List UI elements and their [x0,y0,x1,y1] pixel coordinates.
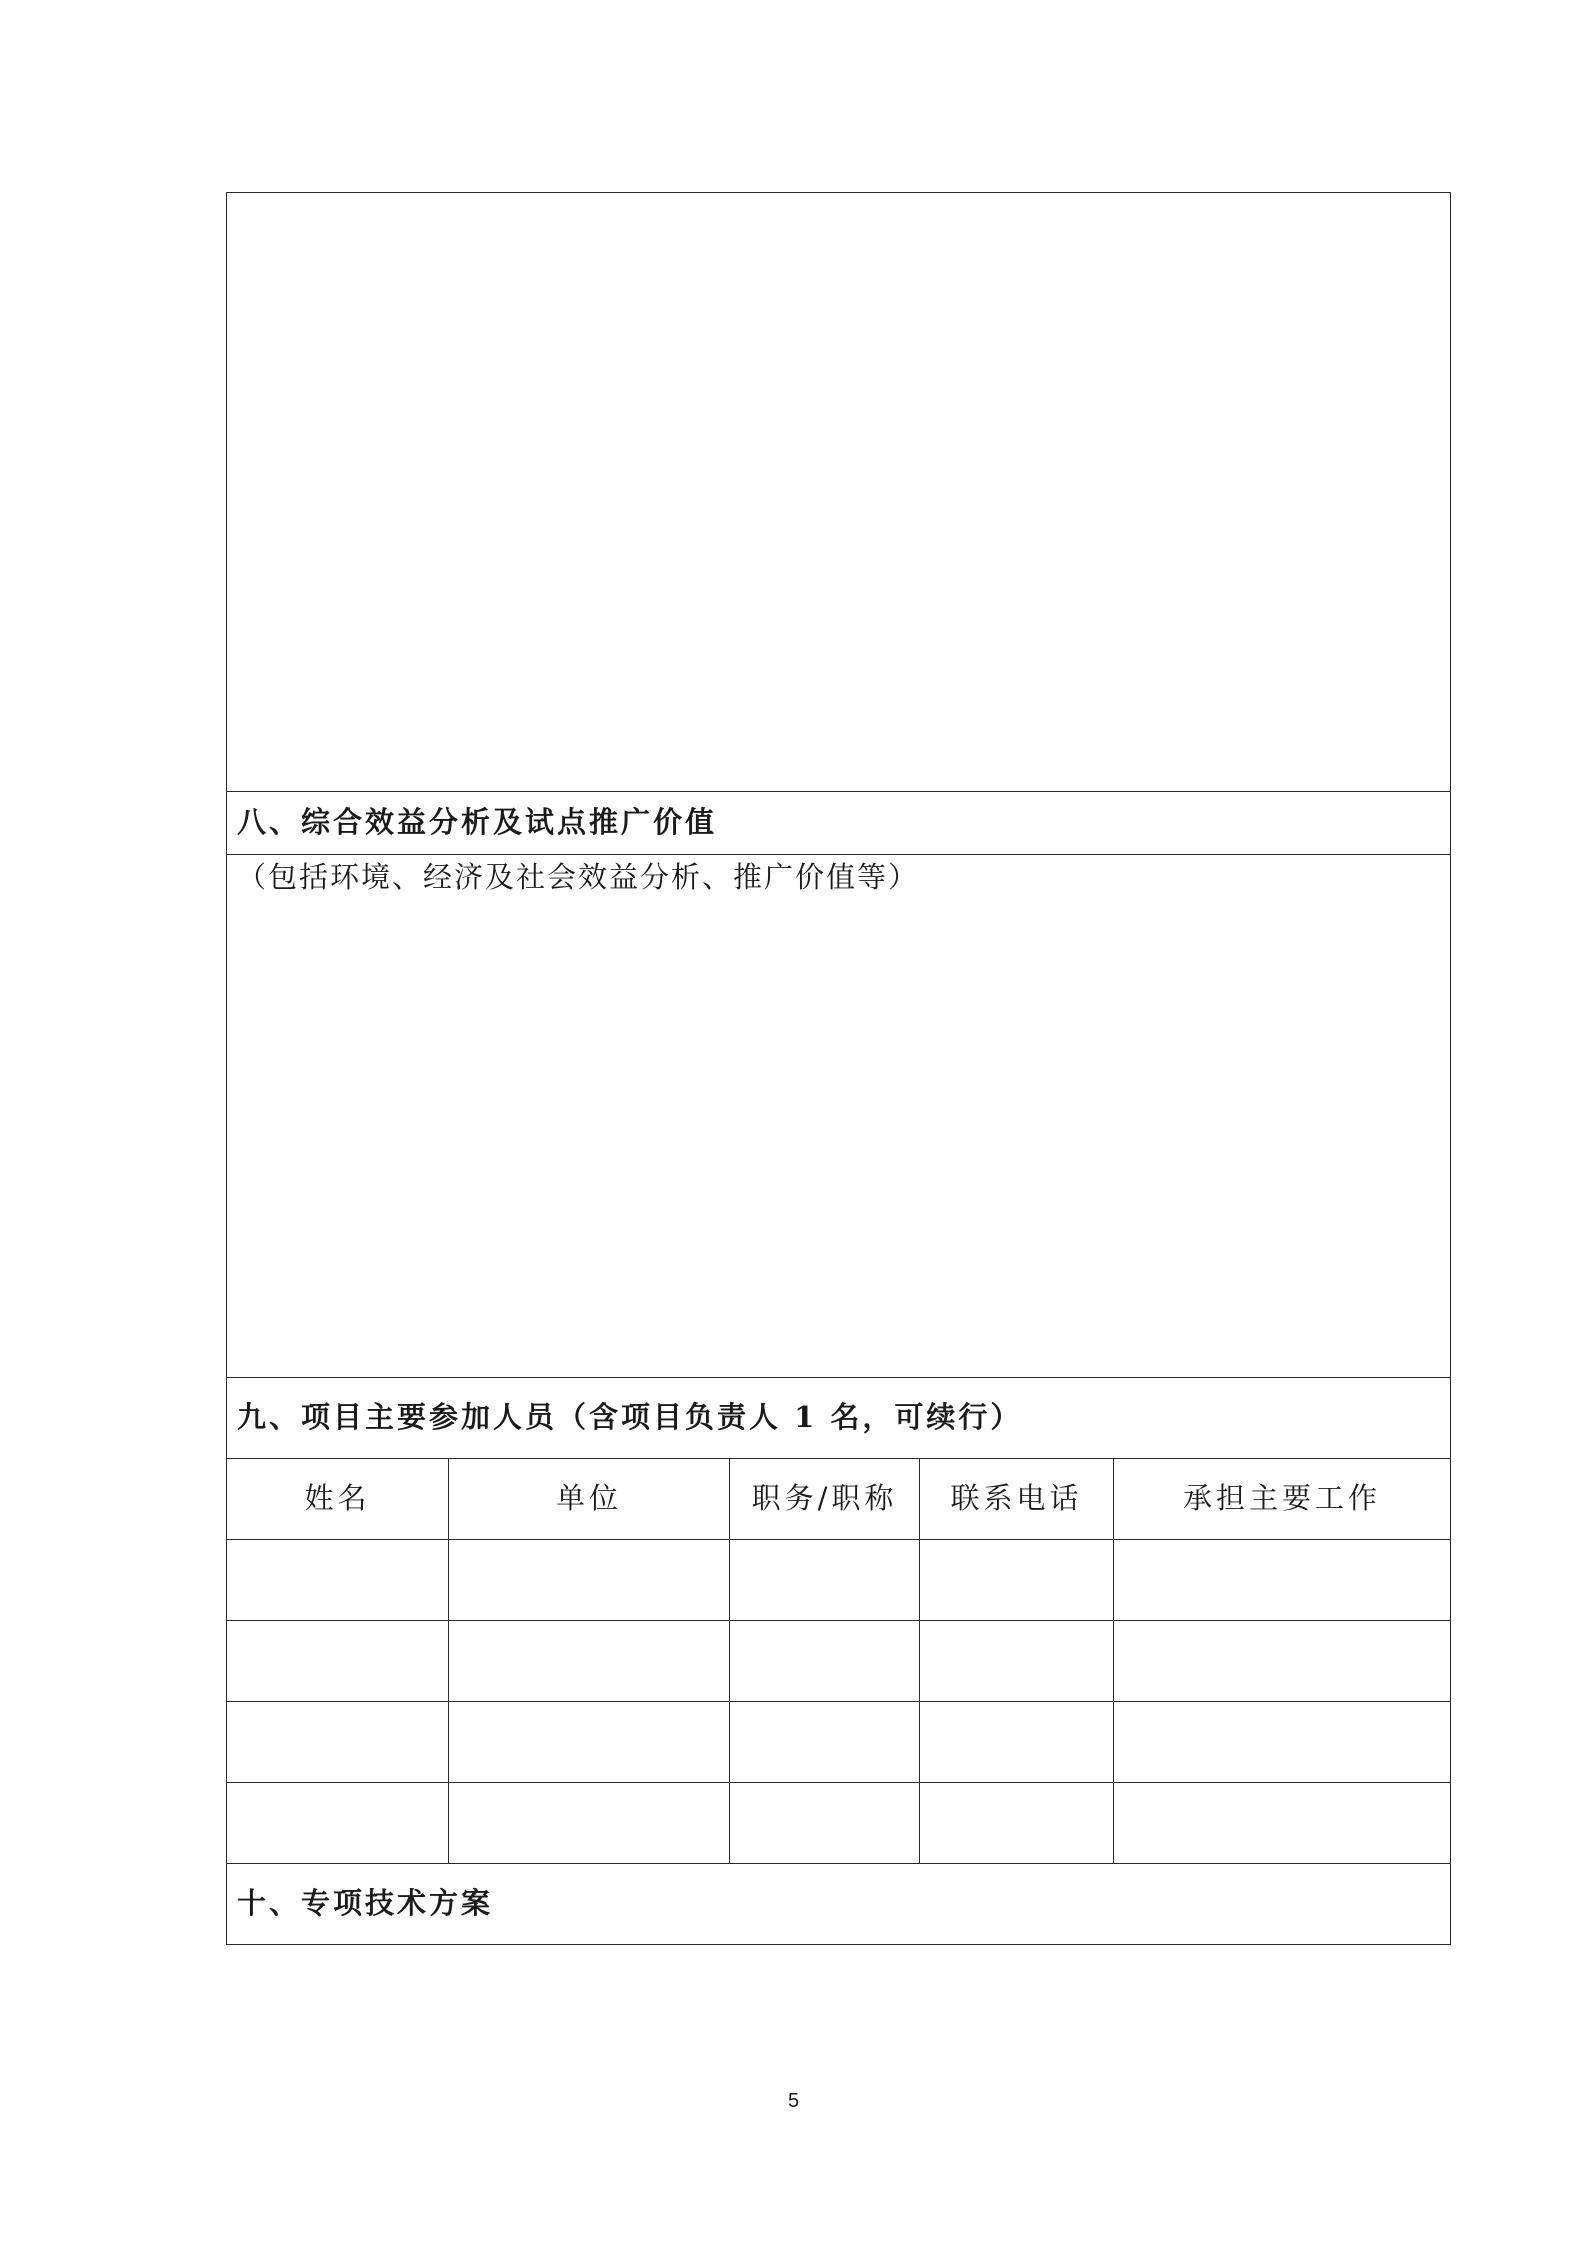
section-eight-title: 八、综合效益分析及试点推广价值 [227,792,1451,855]
personnel-work-cell[interactable] [1114,1702,1451,1783]
section-eight-content-area[interactable] [227,855,1451,1378]
section-eight-header-row [227,792,1451,855]
column-header-name: 姓名 [227,1459,449,1540]
personnel-position-cell[interactable] [730,1621,920,1702]
personnel-row [227,1702,1451,1783]
column-header-unit: 单位 [449,1459,730,1540]
personnel-unit-cell[interactable] [449,1783,730,1864]
previous-section-content-row [227,193,1451,792]
application-form-table [226,192,1451,1945]
personnel-unit-cell[interactable] [449,1540,730,1621]
column-header-main-work: 承担主要工作 [1114,1459,1451,1540]
personnel-row [227,1783,1451,1864]
section-nine-title: 九、项目主要参加人员（含项目负责人 1 名，可续行） [227,1378,1451,1459]
page-number: 5 [787,2090,800,2112]
personnel-phone-cell[interactable] [920,1540,1114,1621]
personnel-row [227,1540,1451,1621]
personnel-position-cell[interactable] [730,1702,920,1783]
personnel-name-cell[interactable] [227,1783,449,1864]
section-nine-header-row [227,1378,1451,1459]
column-header-position: 职务/职称 [730,1459,920,1540]
personnel-phone-cell[interactable] [920,1702,1114,1783]
personnel-column-header-row [227,1459,1451,1540]
personnel-work-cell[interactable] [1114,1540,1451,1621]
personnel-name-cell[interactable] [227,1621,449,1702]
personnel-row [227,1621,1451,1702]
personnel-position-cell[interactable] [730,1540,920,1621]
personnel-name-cell[interactable] [227,1702,449,1783]
personnel-work-cell[interactable] [1114,1783,1451,1864]
previous-section-blank-area[interactable] [227,193,1451,792]
column-header-phone: 联系电话 [920,1459,1114,1540]
personnel-phone-cell[interactable] [920,1621,1114,1702]
personnel-phone-cell[interactable] [920,1783,1114,1864]
section-ten-title: 十、专项技术方案 [227,1864,1451,1945]
personnel-unit-cell[interactable] [449,1621,730,1702]
section-ten-header-row [227,1864,1451,1945]
personnel-position-cell[interactable] [730,1783,920,1864]
section-eight-content-row [227,855,1451,1378]
personnel-work-cell[interactable] [1114,1621,1451,1702]
personnel-name-cell[interactable] [227,1540,449,1621]
section-eight-hint: （包括环境、经济及社会效益分析、推广价值等） [237,860,920,894]
personnel-unit-cell[interactable] [449,1702,730,1783]
